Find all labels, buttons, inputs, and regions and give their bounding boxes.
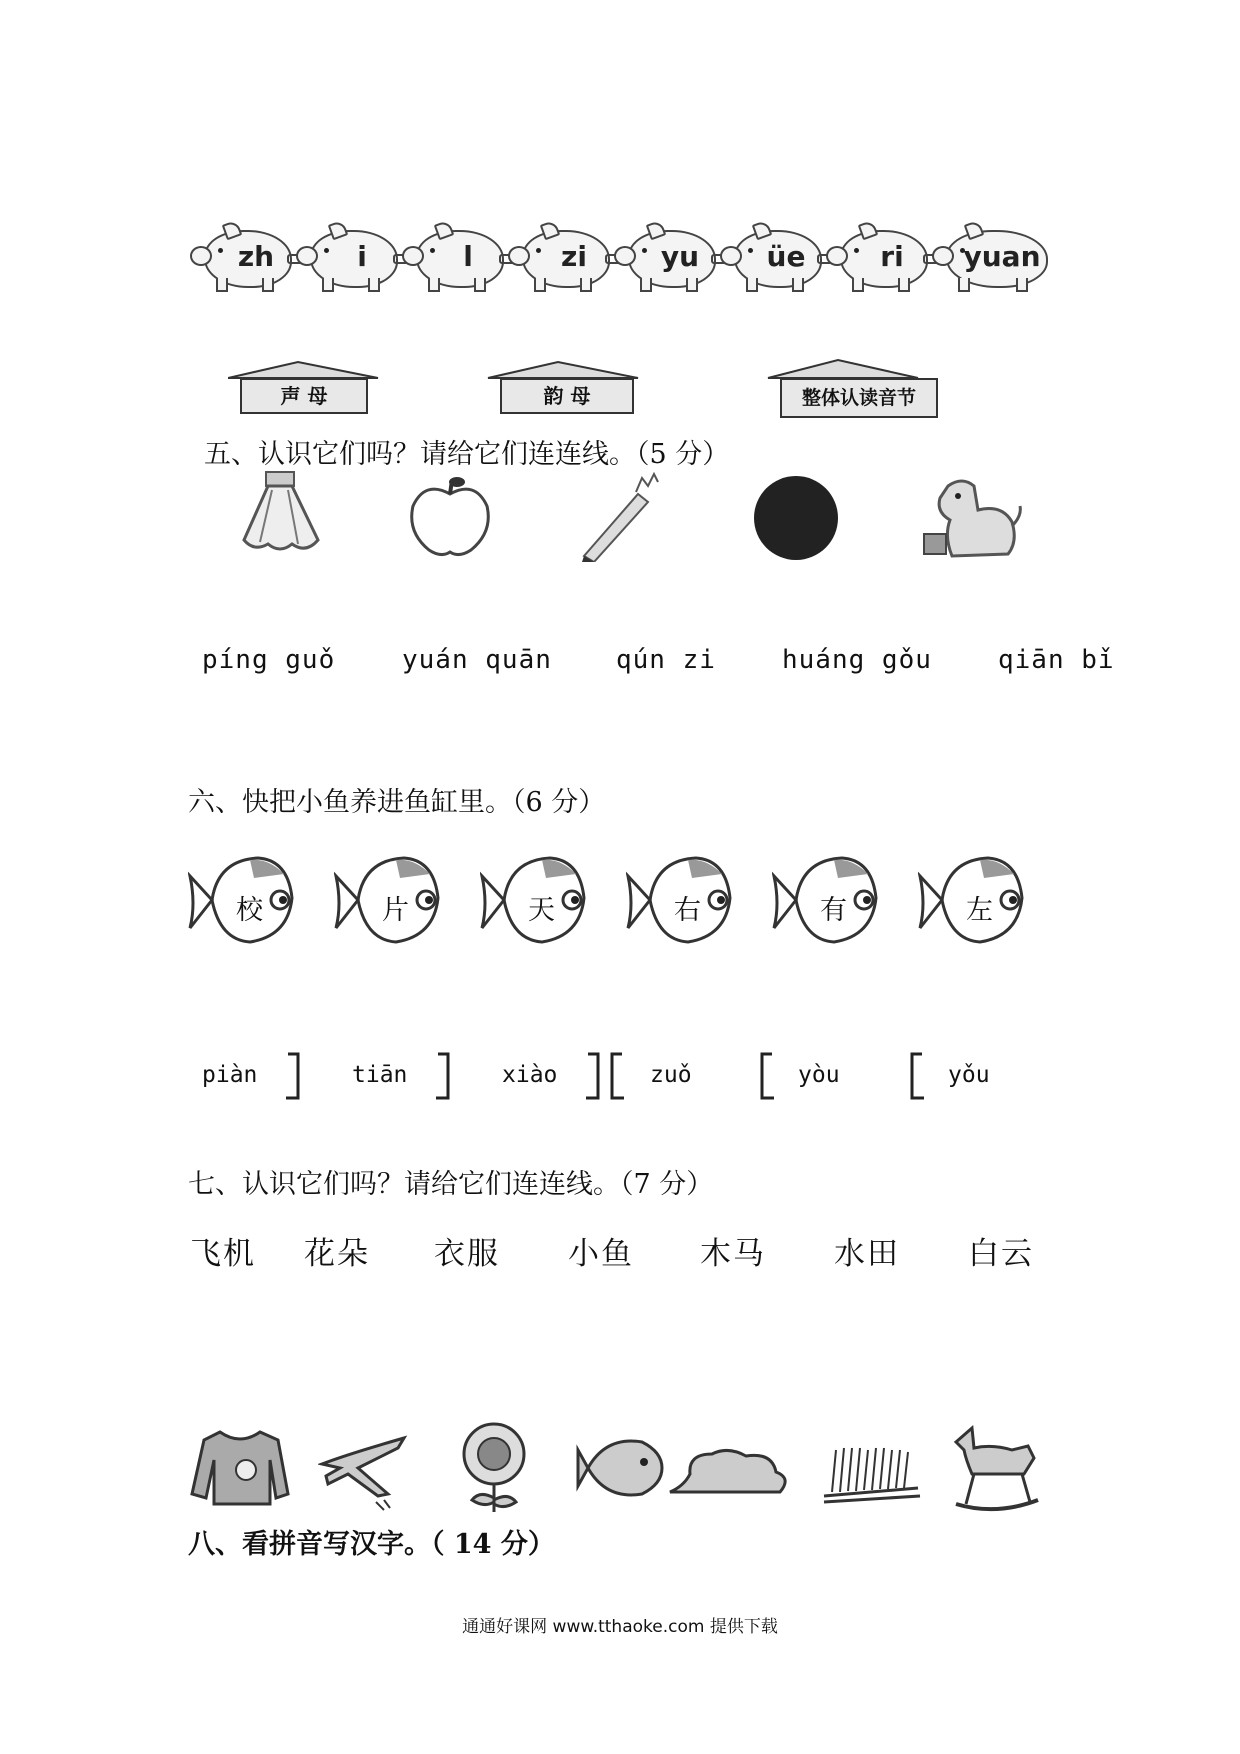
footer: 通通好课网 www.tthaoke.com 提供下载 (462, 1617, 778, 1637)
word-option: 小鱼 (568, 1236, 634, 1272)
pinyin-option: yuán quān (402, 645, 552, 675)
word-option: 木马 (700, 1236, 766, 1272)
fish-tank-pinyin: yǒu (948, 1062, 990, 1088)
pig-card (720, 222, 822, 294)
fish-picture-icon (576, 1432, 670, 1504)
pinyin-option: huáng gǒu (782, 645, 932, 675)
sunflower-icon (450, 1420, 540, 1516)
pig-label: zi (561, 240, 587, 273)
word-option: 水田 (834, 1236, 900, 1272)
word-option: 飞机 (190, 1236, 256, 1272)
pig-label: yu (660, 240, 700, 273)
dog-icon (922, 476, 1022, 562)
fish-tank-pinyin: yòu (798, 1062, 840, 1088)
pig-card (296, 222, 398, 294)
fish-card (918, 848, 1028, 948)
pig-card (402, 222, 504, 294)
fish-character: 校 (236, 895, 263, 926)
airplane-icon (318, 1424, 408, 1514)
skirt-icon (232, 470, 332, 560)
pig-card (190, 222, 292, 294)
fish-character: 右 (674, 895, 701, 926)
cloud-icon (668, 1444, 792, 1500)
pig-label: yuan (963, 240, 1041, 273)
paddy-field-icon (822, 1436, 922, 1506)
pig-row (190, 222, 1050, 302)
rocking-horse-icon (952, 1424, 1042, 1514)
sweater-icon (190, 1424, 290, 1508)
pig-label: üe (766, 240, 806, 273)
house-label: 声 母 (240, 378, 368, 414)
house-label: 整体认读音节 (780, 378, 938, 418)
fish-card (188, 848, 298, 948)
section-5-heading: 五、认识它们吗？请给它们连连线。（5 分） (204, 439, 730, 470)
pig-card (826, 222, 928, 294)
fish-card (626, 848, 736, 948)
circle-icon (752, 474, 842, 564)
pinyin-option: píng guǒ (202, 645, 336, 675)
pencil-icon (578, 472, 668, 562)
section-6-heading: 六、快把小鱼养进鱼缸里。（6 分） (188, 787, 606, 818)
word-option: 白云 (968, 1236, 1034, 1272)
fish-character: 片 (382, 895, 409, 926)
pig-label: l (463, 240, 473, 273)
section-7-heading: 七、认识它们吗？请给它们连连线。（7 分） (188, 1169, 714, 1200)
pinyin-option: qiān bǐ (998, 645, 1115, 675)
fish-tank-brackets (180, 1050, 1080, 1106)
pig-card (614, 222, 716, 294)
fish-character: 有 (820, 895, 847, 926)
pig-card (932, 222, 1050, 294)
pig-label: zh (237, 240, 275, 273)
fish-tank-pinyin: piàn (202, 1062, 258, 1088)
word-option: 衣服 (434, 1236, 500, 1272)
fish-tank-pinyin: xiào (502, 1062, 558, 1088)
pinyin-option: qún zi (616, 645, 716, 675)
fish-tank-pinyin: tiān (352, 1062, 408, 1088)
fish-card (480, 848, 590, 948)
fish-tank-pinyin: zuǒ (650, 1062, 692, 1088)
word-option: 花朵 (304, 1236, 370, 1272)
apple-icon (405, 472, 495, 562)
fish-character: 天 (528, 895, 555, 926)
fish-card (334, 848, 444, 948)
section-8-heading: 八、看拼音写汉字。（ 14 分） (188, 1529, 555, 1560)
pig-label: i (357, 240, 367, 273)
pig-label: ri (880, 240, 904, 273)
house-label: 韵 母 (500, 378, 634, 414)
fish-character: 左 (966, 895, 993, 926)
fish-card (772, 848, 882, 948)
pig-card (508, 222, 610, 294)
